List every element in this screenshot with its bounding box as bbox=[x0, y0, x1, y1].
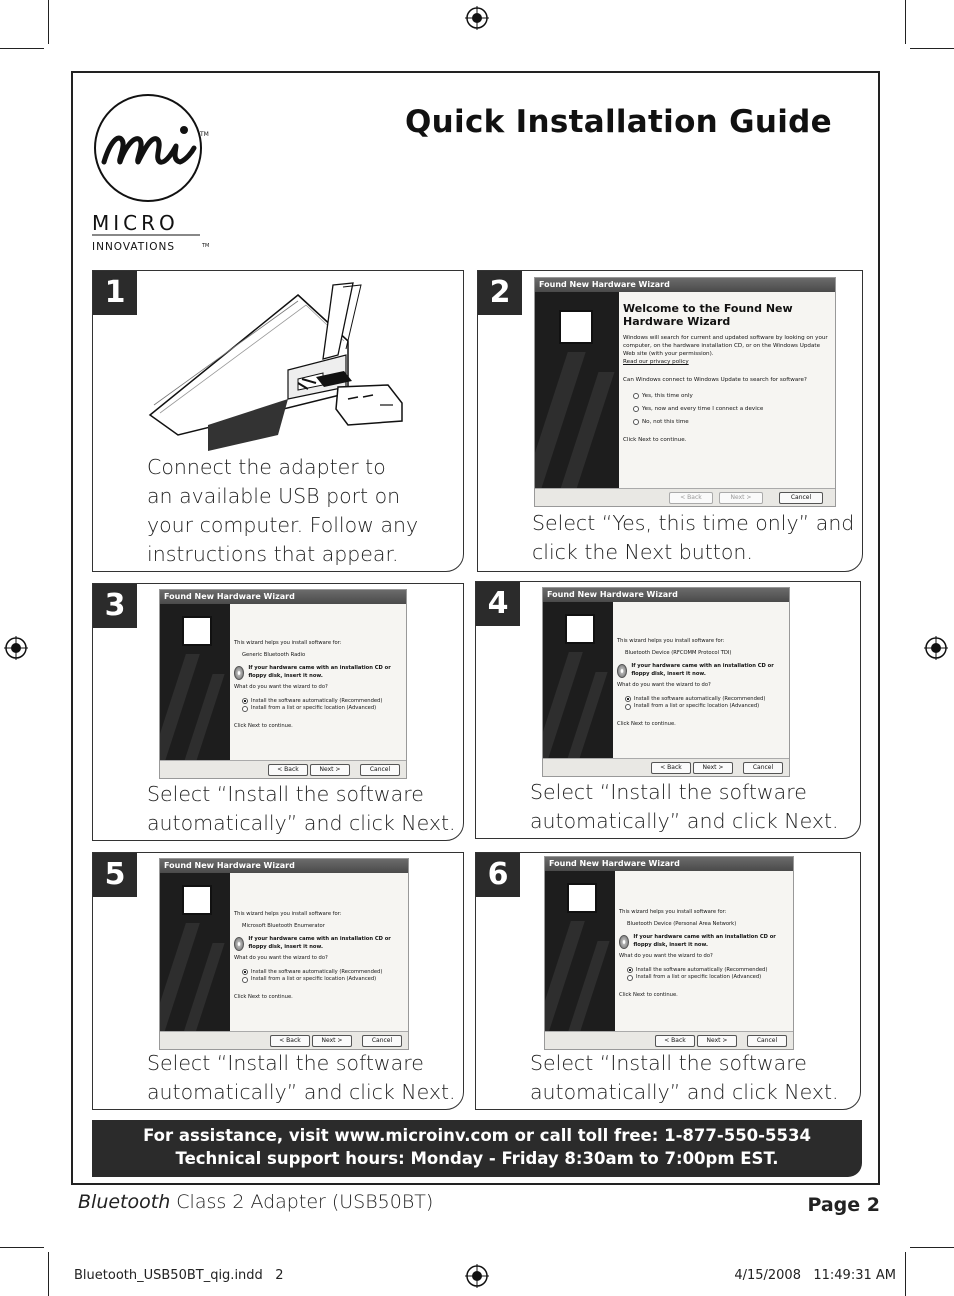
device-name: Bluetooth Device (Personal Area Network) bbox=[627, 920, 737, 927]
radio-option[interactable]: Yes, now and every time I connect a device bbox=[633, 405, 829, 413]
step-number: 3 bbox=[93, 584, 137, 628]
step-1-panel bbox=[92, 270, 464, 572]
hardware-wizard-icon bbox=[559, 310, 593, 344]
wizard-dialog bbox=[534, 277, 836, 507]
crop-mark bbox=[905, 1252, 906, 1296]
support-banner bbox=[92, 1120, 862, 1177]
next-button[interactable]: Next > bbox=[719, 492, 763, 504]
micro-innovations-logo bbox=[90, 90, 220, 260]
radio-option[interactable]: No, not this time bbox=[633, 418, 829, 426]
back-button[interactable]: < Back bbox=[268, 764, 308, 776]
wizard-heading: Welcome to the Found New Hardware Wizard bbox=[623, 302, 793, 328]
step-caption: Select “Install the software automatically” and click Next. bbox=[147, 782, 456, 835]
wizard-button-bar bbox=[160, 760, 406, 778]
cancel-button[interactable]: Cancel bbox=[779, 492, 823, 504]
wizard-footer-text: Click Next to continue. bbox=[623, 437, 687, 443]
wizard-footer-text: Click Next to continue. bbox=[234, 993, 293, 1000]
radio-option[interactable]: Install from a list or specific location (Advanced) bbox=[625, 703, 783, 711]
wizard-button-bar bbox=[543, 758, 789, 776]
cd-icon bbox=[619, 935, 629, 949]
wizard-body bbox=[619, 909, 787, 999]
cancel-button[interactable]: Cancel bbox=[362, 1035, 402, 1047]
product-name bbox=[78, 1191, 433, 1213]
step-caption: Select “Yes, this time only” and click the Next button. bbox=[532, 511, 855, 564]
crop-mark bbox=[48, 1252, 49, 1296]
wizard-body bbox=[623, 302, 829, 444]
wizard-side-banner bbox=[535, 292, 619, 490]
back-button[interactable]: < Back bbox=[270, 1035, 310, 1047]
radio-option[interactable]: Install from a list or specific location (Advanced) bbox=[242, 705, 400, 713]
page-number: Page 2 bbox=[807, 1194, 880, 1216]
next-button[interactable]: Next > bbox=[693, 762, 733, 774]
step-number: 1 bbox=[93, 271, 137, 315]
wizard-question: What do you want the wizard to do? bbox=[619, 953, 713, 959]
support-line-2: Technical support hours: Monday - Friday 8:30am to 7:00pm EST. bbox=[175, 1149, 779, 1168]
step-caption: Select “Install the software automatically” and click Next. bbox=[530, 780, 839, 833]
radio-option[interactable]: Install the software automatically (Recommended) bbox=[625, 696, 783, 704]
wizard-dialog bbox=[544, 856, 794, 1050]
crop-mark bbox=[0, 1247, 44, 1248]
registration-mark-icon bbox=[465, 6, 489, 30]
cancel-button[interactable]: Cancel bbox=[747, 1035, 787, 1047]
install-cd-hint: If your hardware came with an installation CD or floppy disk, insert it now. bbox=[234, 665, 400, 680]
device-name: Bluetooth Device (RFCOMM Protocol TDI) bbox=[625, 649, 732, 656]
product-name-italic: Bluetooth bbox=[78, 1191, 171, 1213]
step-caption: Connect the adapter to an available USB port on your computer. Follow any instructions that appear. bbox=[147, 455, 419, 566]
slug-filename: Bluetooth_USB50BT_qig.indd 2 bbox=[74, 1268, 284, 1283]
wizard-body bbox=[617, 638, 783, 728]
wizard-dialog bbox=[542, 587, 790, 777]
wizard-side-banner bbox=[160, 604, 230, 762]
step-number: 4 bbox=[476, 582, 520, 626]
next-button[interactable]: Next > bbox=[697, 1035, 737, 1047]
radio-option[interactable]: Install from a list or specific location (Advanced) bbox=[242, 976, 402, 984]
crop-mark bbox=[905, 0, 906, 44]
logo-innovations: INNOVATIONS bbox=[92, 241, 176, 253]
product-name-rest: Class 2 Adapter (USB50BT) bbox=[170, 1191, 434, 1213]
device-name: Microsoft Bluetooth Enumerator bbox=[242, 922, 325, 929]
cd-icon bbox=[234, 937, 244, 951]
logo-tm: TM bbox=[200, 131, 209, 138]
back-button[interactable]: < Back bbox=[655, 1035, 695, 1047]
radio-option[interactable]: Install from a list or specific location (Advanced) bbox=[627, 974, 787, 982]
wizard-titlebar: Found New Hardware Wizard bbox=[543, 588, 789, 602]
step-3-panel bbox=[92, 583, 464, 841]
hardware-wizard-icon bbox=[182, 616, 212, 646]
wizard-intro: This wizard helps you install software for: bbox=[617, 638, 725, 644]
wizard-question: What do you want the wizard to do? bbox=[234, 684, 328, 690]
next-button[interactable]: Next > bbox=[312, 1035, 352, 1047]
support-line-1: For assistance, visit www.microinv.com or call toll free: 1-877-550-5534 bbox=[143, 1126, 811, 1145]
crop-mark bbox=[910, 48, 954, 49]
wizard-titlebar: Found New Hardware Wizard bbox=[545, 857, 793, 871]
wizard-titlebar: Found New Hardware Wizard bbox=[160, 859, 408, 873]
radio-option[interactable]: Install the software automatically (Recommended) bbox=[627, 967, 787, 975]
wizard-titlebar: Found New Hardware Wizard bbox=[160, 590, 406, 604]
step-caption: Select “Install the software automatically” and click Next. bbox=[530, 1051, 839, 1104]
hardware-wizard-icon bbox=[567, 883, 597, 913]
step-number: 6 bbox=[476, 853, 520, 897]
registration-mark-icon bbox=[465, 1264, 489, 1288]
logo-tm2: TM bbox=[202, 243, 210, 249]
install-cd-hint: If your hardware came with an installation CD or floppy disk, insert it now. bbox=[617, 663, 783, 678]
page-title: Quick Installation Guide bbox=[405, 104, 832, 140]
wizard-intro: This wizard helps you install software for: bbox=[234, 640, 342, 646]
install-cd-hint: If your hardware came with an installation CD or floppy disk, insert it now. bbox=[234, 936, 402, 951]
wizard-side-banner bbox=[545, 871, 615, 1033]
step-caption: Select “Install the software automatically” and click Next. bbox=[147, 1051, 456, 1104]
crop-mark bbox=[910, 1247, 954, 1248]
wizard-body bbox=[234, 911, 402, 1001]
registration-mark-icon bbox=[4, 636, 28, 660]
cancel-button[interactable]: Cancel bbox=[743, 762, 783, 774]
wizard-intro: This wizard helps you install software for: bbox=[234, 911, 342, 917]
step-number: 5 bbox=[93, 853, 137, 897]
hardware-wizard-icon bbox=[182, 885, 212, 915]
radio-option[interactable]: Install the software automatically (Recommended) bbox=[242, 698, 400, 706]
step-6-panel bbox=[475, 852, 861, 1110]
wizard-button-bar bbox=[160, 1031, 408, 1049]
back-button[interactable]: < Back bbox=[669, 492, 713, 504]
step-number: 2 bbox=[478, 271, 522, 315]
step-4-panel bbox=[475, 581, 861, 839]
radio-option[interactable]: Yes, this time only bbox=[633, 392, 829, 400]
crop-mark bbox=[48, 0, 49, 44]
cancel-button[interactable]: Cancel bbox=[360, 764, 400, 776]
next-button[interactable]: Next > bbox=[310, 764, 350, 776]
hardware-wizard-icon bbox=[565, 614, 595, 644]
device-name: Generic Bluetooth Radio bbox=[242, 651, 306, 658]
wizard-intro: This wizard helps you install software for: bbox=[619, 909, 727, 915]
laptop-usb-illustration bbox=[148, 275, 458, 455]
wizard-button-bar bbox=[545, 1031, 793, 1049]
logo-micro: MICRO bbox=[92, 211, 179, 235]
privacy-link[interactable]: Read our privacy policy bbox=[623, 359, 689, 365]
wizard-titlebar: Found New Hardware Wizard bbox=[535, 278, 835, 292]
crop-mark bbox=[0, 48, 44, 49]
cd-icon bbox=[617, 664, 627, 678]
slug-timestamp: 4/15/2008 11:49:31 AM bbox=[734, 1268, 896, 1283]
cd-icon bbox=[234, 666, 244, 680]
step-2-panel bbox=[477, 270, 863, 572]
wizard-dialog bbox=[159, 589, 407, 779]
wizard-side-banner bbox=[160, 873, 230, 1033]
wizard-side-banner bbox=[543, 602, 613, 760]
wizard-dialog bbox=[159, 858, 409, 1050]
wizard-footer-text: Click Next to continue. bbox=[619, 991, 678, 998]
step-5-panel bbox=[92, 852, 464, 1110]
wizard-body bbox=[234, 640, 400, 730]
wizard-text: Windows will search for current and updated software by looking on your computer, on the hardware installation CD, or on the Windows Update Web site (with your permission). bbox=[623, 335, 828, 357]
wizard-footer-text: Click Next to continue. bbox=[234, 722, 293, 729]
wizard-question: What do you want the wizard to do? bbox=[617, 682, 711, 688]
registration-mark-icon bbox=[924, 636, 948, 660]
back-button[interactable]: < Back bbox=[651, 762, 691, 774]
wizard-question: Can Windows connect to Windows Update to search for software? bbox=[623, 377, 807, 383]
wizard-button-bar bbox=[535, 488, 835, 506]
wizard-footer-text: Click Next to continue. bbox=[617, 720, 676, 727]
radio-option[interactable]: Install the software automatically (Recommended) bbox=[242, 969, 402, 977]
install-cd-hint: If your hardware came with an installation CD or floppy disk, insert it now. bbox=[619, 934, 787, 949]
wizard-question: What do you want the wizard to do? bbox=[234, 955, 328, 961]
